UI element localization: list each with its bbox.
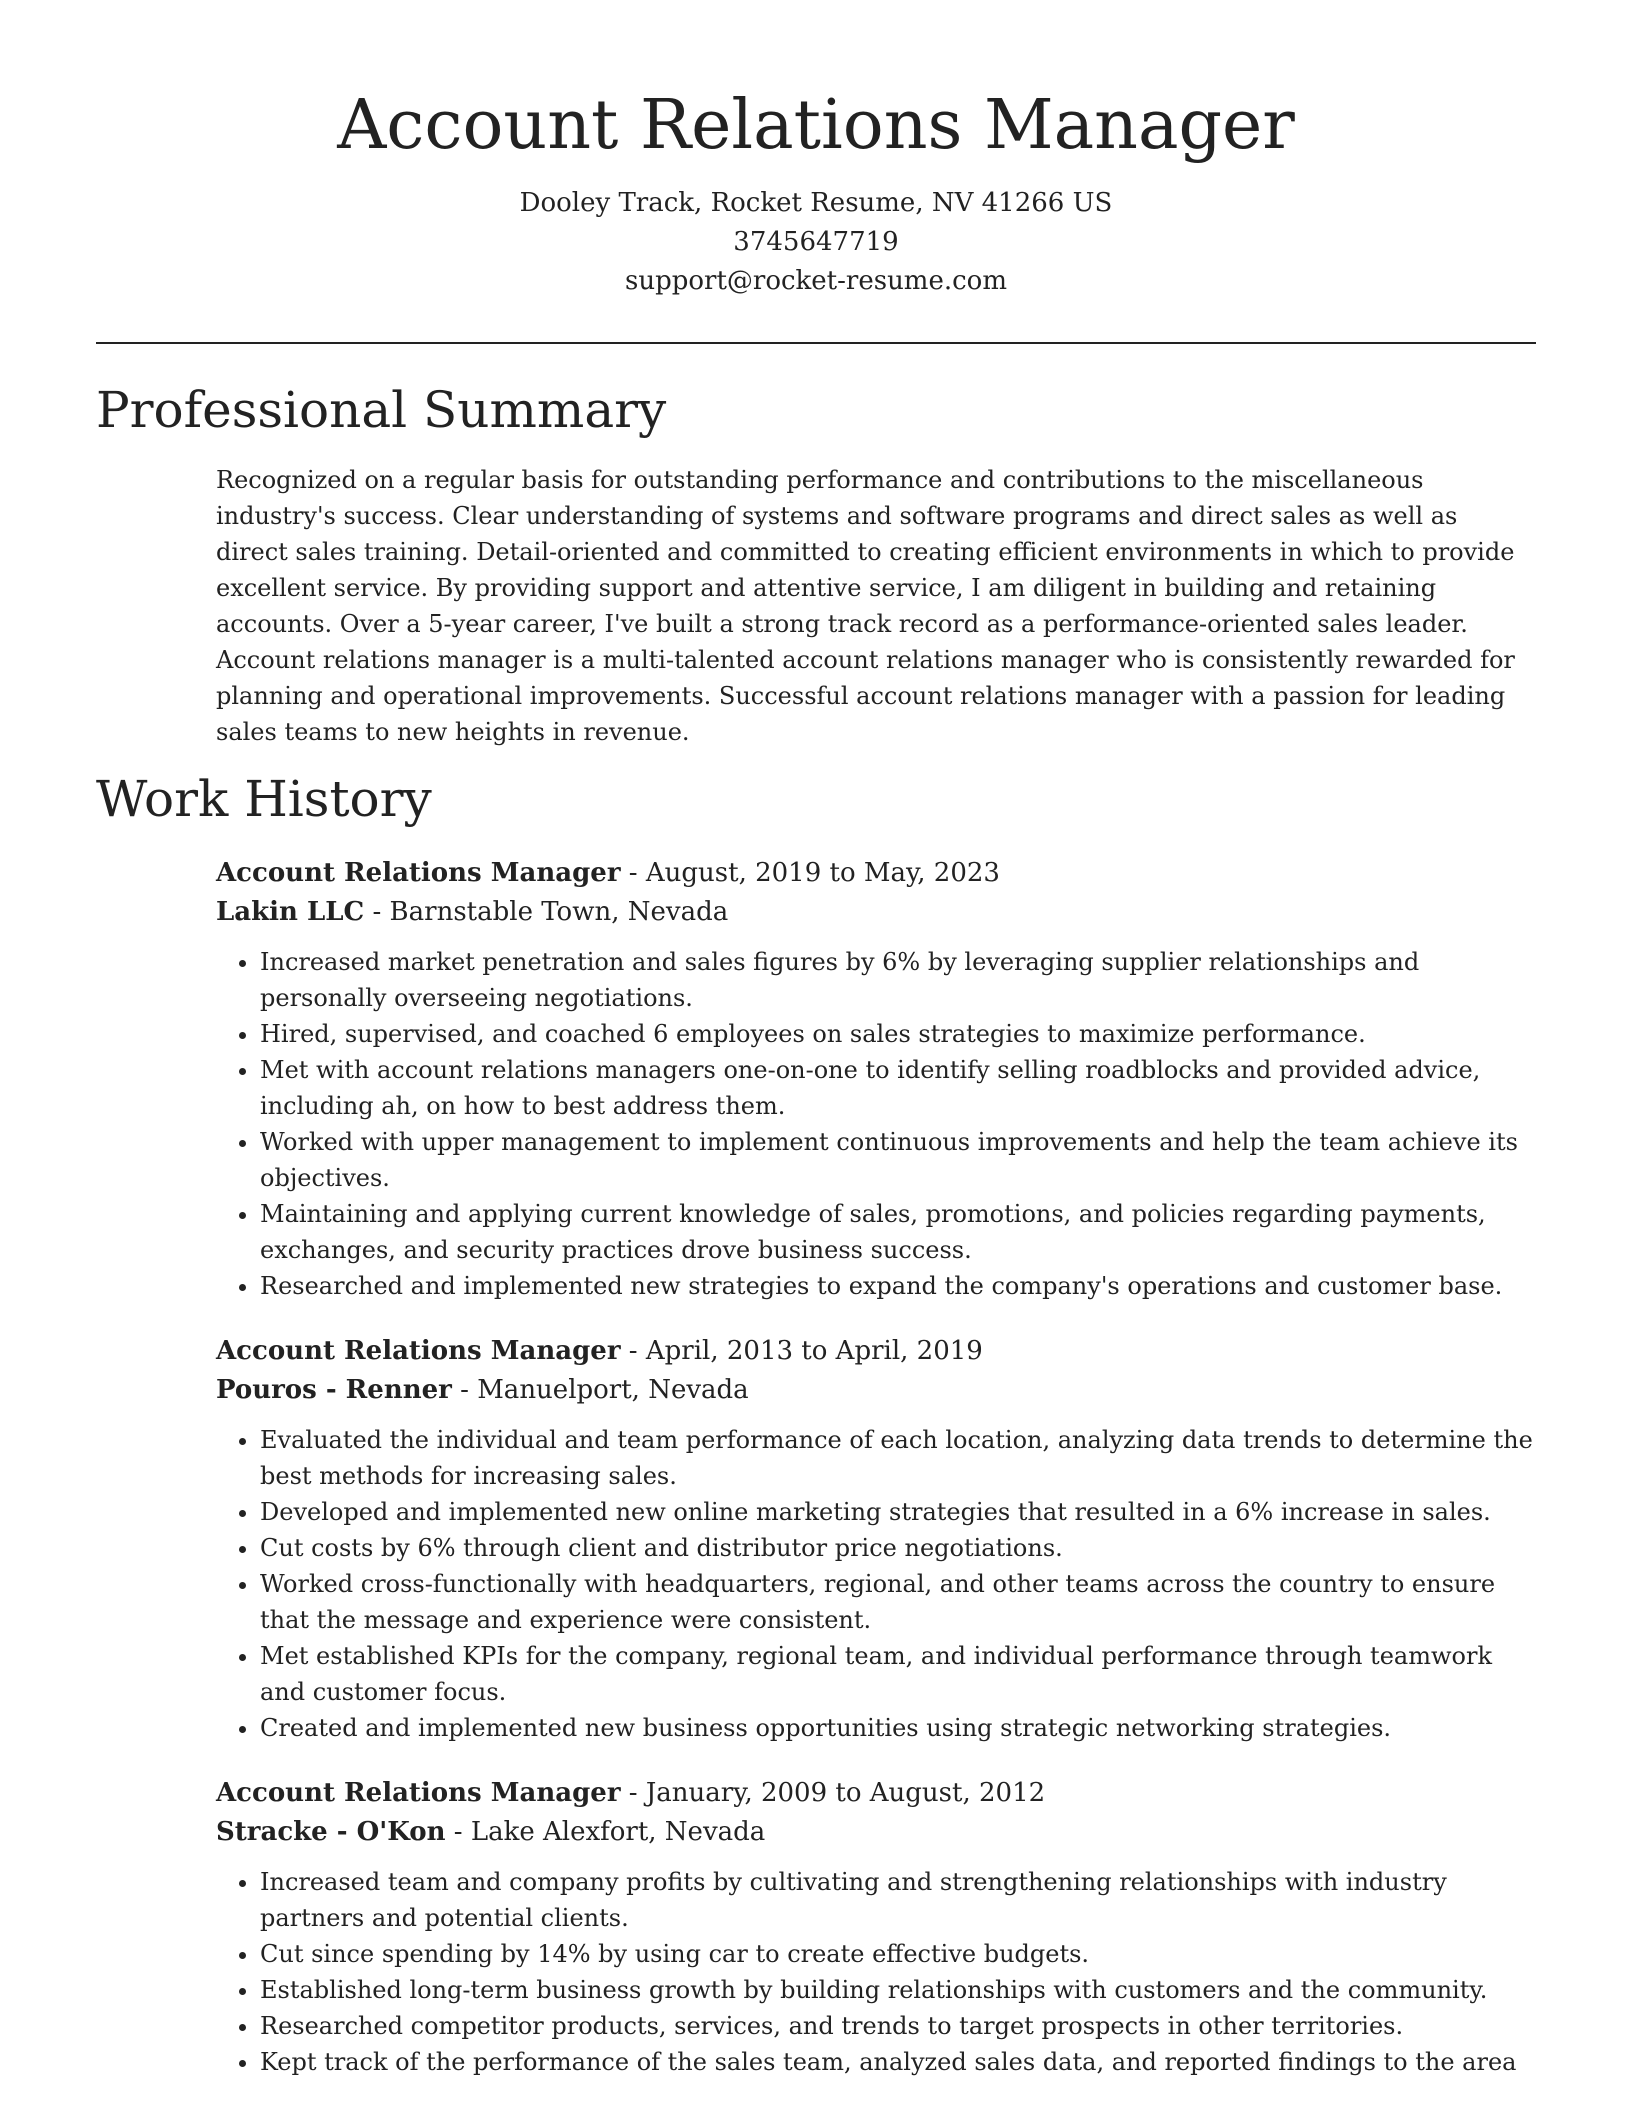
job-bullet: • Evaluated the individual and team performance of each location, analyzing data trends to determine the best methods for increasing sales. [260, 1422, 1536, 1494]
job-location: - Manuelport, Nevada [451, 1375, 749, 1405]
job-title-line [216, 1774, 1536, 1813]
job-bullet: • Established long-term business growth by building relationships with customers and the community. [260, 1972, 1536, 2008]
job-bullet: • Increased team and company profits by cultivating and strengthening relationships with industry partners and potential clients. [260, 1864, 1536, 1936]
job-bullet: • Maintaining and applying current knowledge of sales, promotions, and policies regarding payments, exchanges, and security practices drove business success. [260, 1196, 1536, 1268]
header-divider [96, 342, 1536, 344]
job-title: Account Relations Manager [216, 1778, 621, 1808]
job-entry [216, 854, 1536, 1304]
job-bullet: • Kept track of the performance of the sales team, analyzed sales data, and reported findings to the area [260, 2044, 1536, 2080]
job-location: - Barnstable Town, Nevada [364, 897, 729, 927]
job-bullet: • Increased market penetration and sales figures by 6% by leveraging supplier relationships and personally overseeing negotiations. [260, 944, 1536, 1016]
job-title: Account Relations Manager [216, 1336, 621, 1366]
job-bullet: • Created and implemented new business opportunities using strategic networking strategies. [260, 1710, 1536, 1746]
job-bullet: • Cut costs by 6% through client and distributor price negotiations. [260, 1530, 1536, 1566]
job-entry [216, 1332, 1536, 1746]
job-bullet: • Worked cross-functionally with headquarters, regional, and other teams across the country to ensure that the message and experience were consistent. [260, 1566, 1536, 1638]
summary-heading: Professional Summary [96, 381, 667, 439]
job-company-line [216, 1371, 1536, 1410]
job-company-line [216, 1813, 1536, 1852]
work-history-list [216, 854, 1536, 2108]
job-bullets [216, 944, 1536, 1304]
job-bullet: • Worked with upper management to implement continuous improvements and help the team achieve its objectives. [260, 1124, 1536, 1196]
job-bullet: • Met established KPIs for the company, regional team, and individual performance through teamwork and customer focus. [260, 1638, 1536, 1710]
summary-text: Recognized on a regular basis for outstanding performance and contributions to the miscellaneous industry's success. Clear understanding of systems and software programs and direct sales as well as direct sales training. Detail-oriented and committed to creating efficient environments in which to provide excellent service. By providing support and attentive service, I am diligent in building and retaining accounts. Over a 5-year career, I've built a strong track record as a performance-oriented sales leader. Account relations manager is a multi-talented account relations manager who is consistently rewarded for planning and operational improvements. Successful account relations manager with a passion for leading sales teams to new heights in revenue. [216, 466, 1515, 746]
job-bullet: • Researched competitor products, services, and trends to target prospects in other territories. [260, 2008, 1536, 2044]
candidate-name: Account Relations Manager [337, 86, 1295, 165]
job-title: Account Relations Manager [216, 858, 621, 888]
job-entry [216, 1774, 1536, 2080]
contact-address: Dooley Track, Rocket Resume, NV 41266 US [519, 188, 1113, 218]
job-dates: - January, 2009 to August, 2012 [620, 1778, 1046, 1808]
job-dates: - August, 2019 to May, 2023 [620, 858, 1000, 888]
job-title-line [216, 1332, 1536, 1371]
job-bullet: • Met with account relations managers one-on-one to identify selling roadblocks and provided advice, including ah, on how to best address them. [260, 1052, 1536, 1124]
job-bullet: • Researched and implemented new strategies to expand the company's operations and customer base. [260, 1268, 1536, 1304]
job-location: - Lake Alexfort, Nevada [445, 1817, 766, 1847]
work-history-heading: Work History [96, 770, 432, 828]
job-bullet: • Hired, supervised, and coached 6 employees on sales strategies to maximize performance. [260, 1016, 1536, 1052]
job-bullets [216, 1864, 1536, 2080]
contact-phone: 3745647719 [733, 227, 899, 257]
job-bullets [216, 1422, 1536, 1746]
job-bullet: • Developed and implemented new online marketing strategies that resulted in a 6% increase in sales. [260, 1494, 1536, 1530]
job-title-line [216, 854, 1536, 893]
job-company: Lakin LLC [216, 897, 365, 927]
job-bullet: • Cut since spending by 14% by using car to create effective budgets. [260, 1936, 1536, 1972]
contact-email: support@rocket-resume.com [624, 266, 1007, 296]
resume-header [96, 78, 1536, 301]
contact-block [96, 184, 1536, 301]
job-company: Stracke - O'Kon [216, 1817, 446, 1847]
job-company: Pouros - Renner [216, 1375, 452, 1405]
job-company-line [216, 893, 1536, 932]
job-dates: - April, 2013 to April, 2019 [620, 1336, 983, 1366]
